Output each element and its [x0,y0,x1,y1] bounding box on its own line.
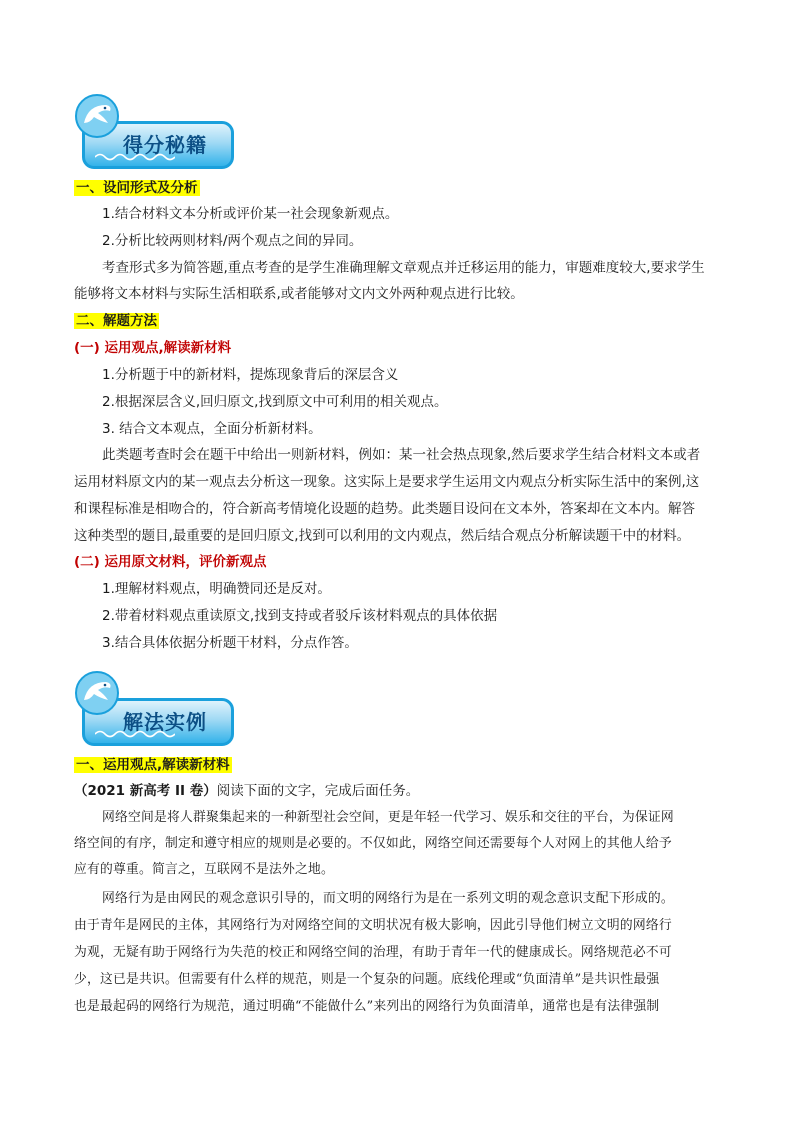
list-item: 1.结合材料文本分析或评价某一社会现象新观点。 [102,206,399,222]
dolphin-icon [74,93,120,139]
section-badge-examples [74,690,236,748]
passage-line: 网络空间是将人群聚集起来的一种新型社会空间，更是年轻一代学习、娱乐和交往的平台，为保证网 [102,810,674,825]
passage-line: 由于青年是网民的主体，其网络行为对网络空间的文明状况有极大影响，因此引导他们树立文明的网络行 [74,918,672,933]
list-item: 3. 结合文本观点，全面分析新材料。 [102,421,322,437]
passage-line: 为观，无疑有助于网络行为失范的校正和网络空间的治理，有助于青年一代的健康成长。网络规范必不可 [74,945,672,960]
paragraph-line: 运用材料原文内的某一观点去分析这一现象。这实际上是要求学生运用文内观点分析实际生活中的案例,这 [74,474,700,490]
paragraph-line: 和课程标准是相吻合的，符合新高考情境化设题的趋势。此类题目设问在文本外，答案却在文本内。解答 [74,501,695,517]
passage-line: 应有的尊重。简言之，互联网不是法外之地。 [74,862,334,877]
passage-line: 络空间的有序，制定和遵守相应的规则是必要的。不仅如此，网络空间还需要每个人对网上的其他人给予 [74,836,672,851]
list-item: 1.理解材料观点，明确赞同还是反对。 [102,581,331,597]
badge-title: 得分秘籍 [123,133,207,157]
list-item: 2.分析比较两则材料/两个观点之间的异同。 [102,233,363,249]
subsection-heading: (二) 运用原文材料，评价新观点 [74,554,267,570]
paragraph-line: 此类题考查时会在题干中给出一则新材料，例如：某一社会热点现象,然后要求学生结合材料文本或者 [102,447,701,463]
question-source: （2021 新高考 II 卷）阅读下面的文字，完成后面任务。 [74,783,420,799]
dolphin-icon [74,670,120,716]
list-item: 1.分析题于中的新材料，提炼现象背后的深层含义 [102,367,399,383]
paragraph-line: 能够将文本材料与实际生活相联系,或者能够对文内文外两种观点进行比较。 [74,286,524,302]
list-item: 2.根据深层含义,回归原文,找到原文中可利用的相关观点。 [102,394,448,410]
list-item: 3.结合具体依据分析题干材料，分点作答。 [102,635,358,651]
list-item: 2.带着材料观点重读原文,找到支持或者驳斥该材料观点的具体依据 [102,608,498,624]
passage-line: 也是最起码的网络行为规范，通过明确“不能做什么”来列出的网络行为负面清单，通常也是有法律强制 [74,999,660,1014]
section-heading: 一、设问形式及分析 [76,180,198,196]
section-badge-tips [74,113,236,171]
paragraph-line: 这种类型的题目,最重要的是回归原文,找到可以利用的文内观点，然后结合观点分析解读题干中的材料。 [74,528,691,544]
section-heading: 二、解题方法 [76,313,157,329]
subsection-heading: (一) 运用观点,解读新材料 [74,340,232,356]
paragraph-line: 考查形式多为简答题,重点考查的是学生准确理解文章观点并迁移运用的能力，审题难度较大,要求学生 [102,260,705,276]
section-heading: 一、运用观点,解读新材料 [76,757,230,773]
passage-line: 网络行为是由网民的观念意识引导的，而文明的网络行为是在一系列文明的观念意识支配下形成的。 [102,891,674,906]
badge-title: 解法实例 [123,710,207,734]
passage-line: 少，这已是共识。但需要有什么样的规范，则是一个复杂的问题。底线伦理或“负面清单”是共识性最强 [74,972,660,987]
